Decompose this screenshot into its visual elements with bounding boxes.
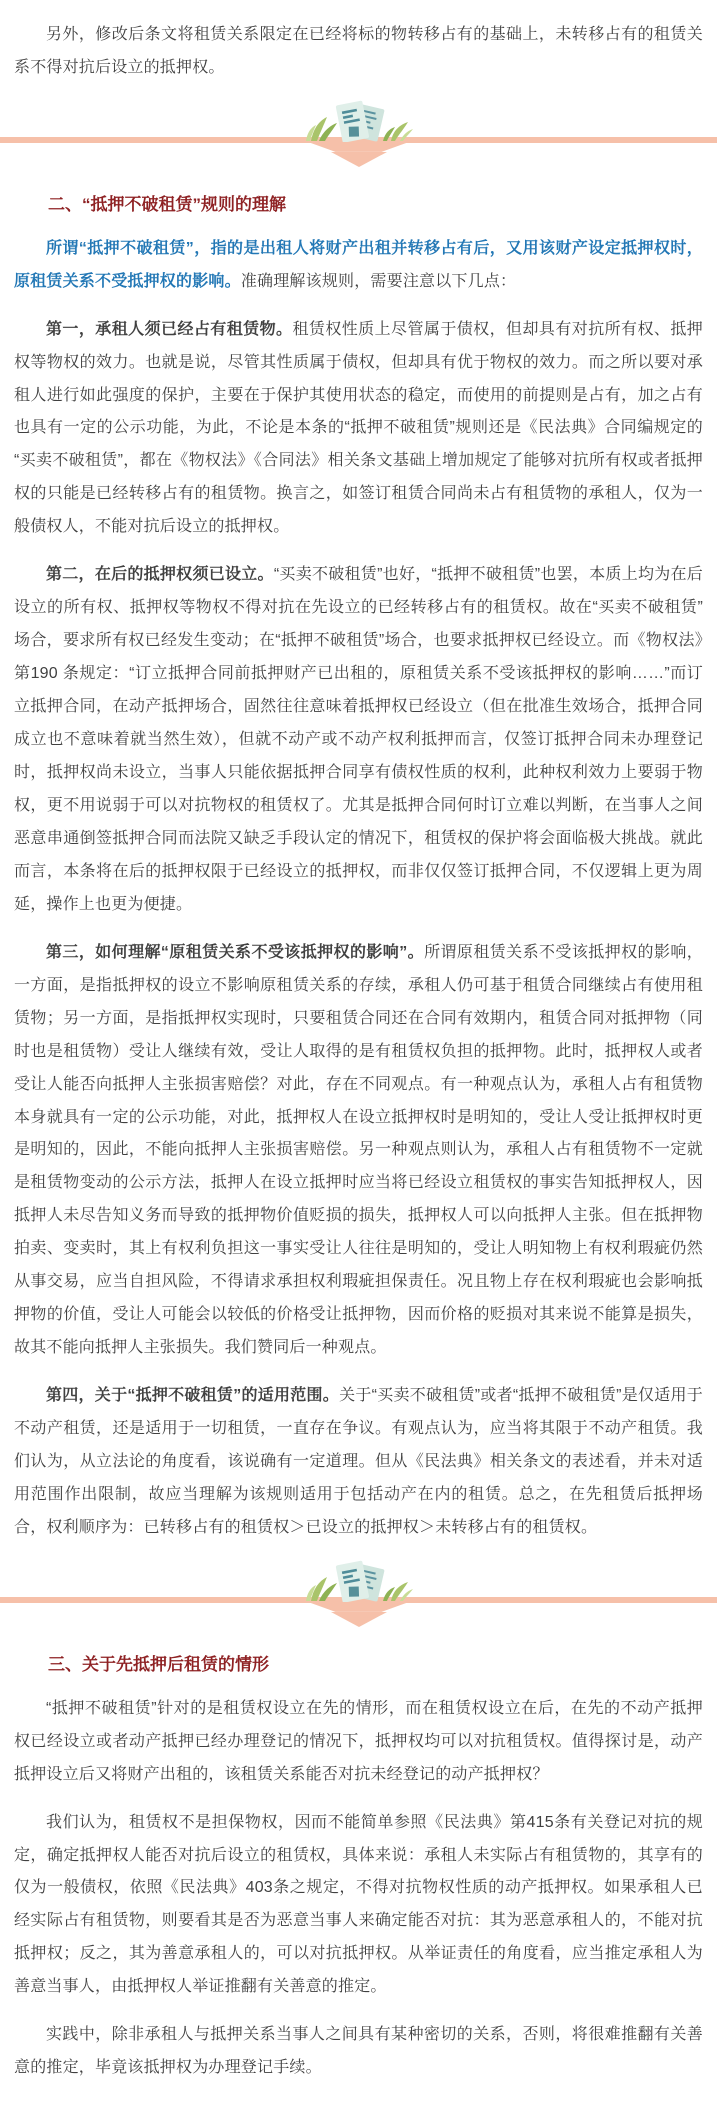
lead-emphasis-text: 所谓“抵押不破租赁”，指的是出租人将财产出租并转移占有后，又用该财产设定抵押权时，原租赁关系不受抵押权的影响。 [14, 239, 703, 290]
chevron-down-icon [331, 1612, 387, 1627]
opening-paragraph: 另外，修改后条文将租赁关系限定在已经将标的物转移占有的基础上，未转移占有的租赁关系不得对抗后设立的抵押权。 [14, 26, 703, 76]
section-2-heading: 二、“抵押不破租赁”规则的理解 [48, 194, 286, 214]
divider-trapezoid [311, 143, 407, 152]
paragraph-point-1 [14, 314, 703, 545]
section-divider [0, 100, 717, 167]
section-3-heading: 三、关于先抵押后租赁的情形 [48, 1654, 269, 1674]
paragraph-point-4 [14, 1380, 703, 1545]
point-4-body: 关于“买卖不破租赁”或者“抵押不破租赁”是仅适用于不动产租赁，还是适用于一切租赁，一直存在争议。有观点认为，应当将其限于不动产租赁。我们认为，从立法论的角度看，该说确有一定道理。但从《民法典》相关条文的表述看，并未对适用范围作出限制，故应当理解为该规则适用于包括动产在内的租赁。总之，在先租赁后抵押场合，权利顺序为：已转移占有的租赁权＞已设立的抵押权＞未转移占有的租赁权。 [14, 1387, 703, 1536]
divider-trapezoid [311, 1603, 407, 1612]
point-3-body: 所谓原租赁关系不受该抵押权的影响，一方面，是指抵押权的设立不影响原租赁关系的存续，承租人仍可基于租赁合同继续占有使用租赁物；另一方面，是指抵押权实现时，只要租赁合同还在合同有效期内，租赁合同对抵押物（同时也是租赁物）受让人继续有效，受让人取得的是有租赁权负担的抵押物。此时，抵押权人或者受让人能否向抵押人主张损害赔偿？对此，存在不同观点。有一种观点认为，承租人占有租赁物本身就具有一定的公示功能，对此，抵押权人在设立抵押权时是明知的，受让人受让抵押权时更是明知的，因此，不能向抵押人主张损害赔偿。另一种观点则认为，承租人占有租赁物不一定就是租赁物变动的公示方法，抵押人在设立抵押时应当将已经设立租赁权的事实告知抵押权人，因抵押人未尽告知义务而导致的抵押物价值贬损的损失，抵押权人可以向抵押人主张。但在抵押物拍卖、变卖时，其上有权利负担这一事实受让人往往是明知的，受让人明知物上有权利瑕疵仍然从事交易，应当自担风险，不得请求承担权利瑕疵担保责任。况且物上存在权利瑕疵也会影响抵押物的价值，受让人可能会以较低的价格受让抵押物，因而价格的贬损对其来说不能算是损失，故其不能向抵押人主张损失。我们赞同后一种观点。 [14, 943, 703, 1357]
point-4-lead: 第四，关于“抵押不破租赁”的适用范围。 [46, 1387, 340, 1405]
paragraph-point-2 [14, 559, 703, 921]
chevron-down-icon [331, 152, 387, 167]
point-2-lead: 第二，在后的抵押权须已设立。 [46, 566, 274, 584]
section-3-paragraph-3: 实践中，除非承租人与抵押关系当事人之间具有某种密切的关系，否则，将很难推翻有关善意的推定，毕竟该抵押权为办理登记手续。 [14, 2026, 703, 2077]
section-2-lead-paragraph [14, 233, 703, 299]
section-divider [0, 1560, 717, 1627]
point-3-lead: 第三，如何理解“原租赁关系不受该抵押权的影响”。 [46, 943, 425, 961]
section-3-paragraph-1: “抵押不破租赁”针对的是租赁权设立在先的情形，而在租赁权设立在后，在先的不动产抵押权已经设立或者动产抵押已经办理登记的情况下，抵押权均可以对抗租赁权。值得探讨是，动产抵押设立后又将财产出租的，该租赁关系能否对抗未经登记的动产抵押权？ [14, 1699, 703, 1783]
paragraph-point-3 [14, 937, 703, 1365]
point-2-body: “买卖不破租赁”也好，“抵押不破租赁”也罢，本质上均为在后设立的所有权、抵押权等物权不得对抗在先设立的已经转移占有的租赁权。故在“买卖不破租赁”场合，要求所有权已经发生变动；在“抵押不破租赁”场合，也要求抵押权已经设立。而《物权法》第190 条规定：“订立抵押合同前抵押财产已出租的，原租赁关系不受该抵押权的影响……”而订立抵押合同，在动产抵押场合，固然往往意味着抵押权已经设立（但在批准生效场合，抵押合同成立也不意味着就当然生效），但就不动产或不动产权利抵押而言，仅签订抵押合同未办理登记时，抵押权尚未设立，当事人只能依据抵押合同享有债权性质的权利，此种权利效力上要弱于物权，更不用说弱于可以对抗物权的租赁权了。尤其是抵押合同何时订立难以判断，在当事人之间恶意串通倒签抵押合同而法院又缺乏手段认定的情况下，租赁权的保护将会面临极大挑战。就此而言，本条将在后的抵押权限于已经设立的抵押权，而非仅仅签订抵押合同，不仅逻辑上更为周延，操作上也更为便捷。 [14, 566, 703, 913]
section-3-paragraph-2: 我们认为，租赁权不是担保物权，因而不能简单参照《民法典》第415条有关登记对抗的规定，确定抵押权人能否对抗后设立的租赁权，具体来说：承租人未实际占有租赁物的，其享有的仅为一般债权，依照《民法典》403条之规定，不得对抗物权性质的动产抵押权。如果承租人已经实际占有租赁物，则要看其是否为恶意当事人来确定能否对抗：其为恶意承租人的，不能对抗抵押权；反之，其为善意承租人的，可以对抗抵押权。从举证责任的角度看，应当推定承租人为善意当事人，由抵押权人举证推翻有关善意的推定。 [14, 1813, 703, 1996]
point-1-lead: 第一，承租人须已经占有租赁物。 [46, 320, 293, 338]
papers-and-leaves-icon [303, 1560, 415, 1602]
lead-rest-text: 准确理解该规则，需要注意以下几点： [240, 272, 517, 290]
papers-and-leaves-icon [303, 100, 415, 142]
point-1-body: 租赁权性质上尽管属于债权，但却具有对抗所有权、抵押权等物权的效力。也就是说，尽管其性质属于债权，但却具有优于物权的效力。而之所以要对承租人进行如此强度的保护，主要在于保护其使用状态的稳定，而使用的前提则是占有，加之占有也具有一定的公示功能，为此，不论是本条的“抵押不破租赁”规则还是《民法典》合同编规定的“买卖不破租赁”，都在《物权法》《合同法》相关条文基础上增加规定了能够对抗所有权或者抵押权的只能是已经转移占有的租赁物。换言之，如签订租赁合同尚未占有租赁物的承租人，仅为一般债权人，不能对抗后设立的抵押权。 [14, 320, 703, 536]
